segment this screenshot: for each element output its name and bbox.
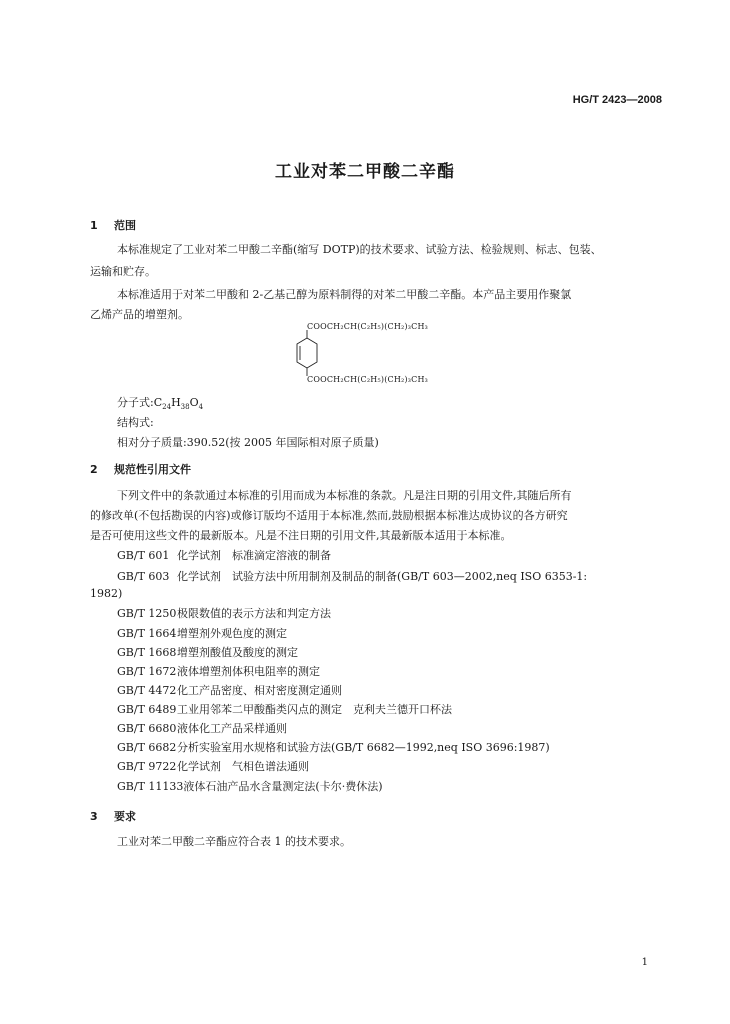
reference-item [117,682,342,698]
structure-top-substituent: COOCH₂CH(C₂H₅)(CH₂)₃CH₃ [307,322,429,331]
reference-item-continuation [90,587,122,600]
reference-code: GB/T 6680 [117,722,177,735]
formula-hydrogen-count: 38 [180,403,190,412]
reference-code: GB/T 9722 [117,760,177,773]
scope-paragraph-1-line-1: 本标准规定了工业对苯二甲酸二辛酯(缩写 DOTP)的技术要求、试验方法、检验规则、标志、包装、 [117,243,602,256]
formula-carbon: C [153,396,163,409]
reference-item [117,568,587,584]
references-intro-line-1: 下列文件中的条款通过本标准的引用而成为本标准的条款。凡是注日期的引用文件,其随后所有 [117,489,572,502]
reference-title: 增塑剂外观色度的测定 [177,627,287,640]
reference-code: GB/T 11133 [117,780,184,793]
reference-code: GB/T 6489 [117,703,177,716]
formula-carbon-count: 24 [162,403,172,412]
reference-item [117,644,298,660]
formula-oxygen-count: 4 [198,403,204,412]
reference-title: 化学试剂 标准滴定溶液的制备 [177,549,331,562]
reference-title: 液体增塑剂体积电阻率的测定 [177,665,320,678]
reference-code: GB/T 601 [117,549,170,562]
reference-item [117,625,287,641]
molecular-formula-label: 分子式: [117,396,154,409]
reference-title: 分析实验室用水规格和试验方法(GB/T 6682—1992,neq ISO 3696:1987) [177,741,550,754]
reference-item [117,605,331,621]
reference-item [117,663,320,679]
reference-code: GB/T 1664 [117,627,177,640]
section-2-heading [90,461,191,477]
reference-code: GB/T 1250 [117,607,177,620]
reference-item [117,701,452,717]
standard-number: HG/T 2423—2008 [572,94,662,106]
reference-title: 液体化工产品采样通则 [177,722,287,735]
reference-title: 液体石油产品水含量测定法(卡尔·费休法) [183,780,383,793]
reference-item [117,720,287,736]
section-3-number: 3 [90,810,98,823]
benzene-ring-diagram [294,330,320,380]
references-intro-line-2: 的修改单(不包括勘误的内容)或修订版均不适用于本标准,然而,鼓励根据本标准达成协议的各方研究 [90,509,568,522]
structure-bottom-substituent: COOCH₂CH(C₂H₅)(CH₂)₃CH₃ [307,375,429,384]
reference-title: 增塑剂酸值及酸度的测定 [177,646,298,659]
page-number: 1 [641,957,648,968]
section-2-number: 2 [90,463,98,476]
reference-title: 化学试剂 气相色谱法通则 [177,760,309,773]
reference-code: GB/T 4472 [117,684,177,697]
document-title: 工业对苯二甲酸二辛酯 [275,162,455,182]
section-1-title: 范围 [114,219,136,232]
reference-code: GB/T 603 [117,570,170,583]
section-3-heading [90,808,136,824]
section-1-number: 1 [90,219,98,232]
formula-hydrogen: H [171,396,181,409]
section-1-heading [90,217,136,233]
references-intro-line-3: 是否可使用这些文件的最新版本。凡是不注日期的引用文件,其最新版本适用于本标准。 [90,529,512,542]
reference-item [117,547,331,563]
formula-oxygen: O [189,396,199,409]
requirements-text: 工业对苯二甲酸二辛酯应符合表 1 的技术要求。 [117,835,351,848]
reference-title: 极限数值的表示方法和判定方法 [177,607,331,620]
structure-label: 结构式: [117,416,154,429]
reference-code: GB/T 1672 [117,665,177,678]
reference-item [117,758,309,774]
reference-title: 化学试剂 试验方法中所用制剂及制品的制备(GB/T 603—2002,neq ISO 6353-1: [177,570,588,583]
molecular-mass: 相对分子质量:390.52(按 2005 年国际相对原子质量) [117,436,379,449]
reference-code: GB/T 1668 [117,646,177,659]
reference-code: GB/T 6682 [117,741,177,754]
section-3-title: 要求 [114,810,136,823]
reference-item [117,778,383,794]
scope-paragraph-1-line-2: 运输和贮存。 [90,265,156,278]
section-2-title: 规范性引用文件 [114,463,191,476]
scope-paragraph-2-line-2: 乙烯产品的增塑剂。 [90,308,189,321]
reference-title: 1982) [90,587,123,600]
reference-item [117,739,550,755]
scope-paragraph-2-line-1: 本标准适用于对苯二甲酸和 2-乙基己醇为原料制得的对苯二甲酸二辛酯。本产品主要用作聚氯 [117,288,572,301]
reference-title: 工业用邻苯二甲酸酯类闪点的测定 克利夫兰德开口杯法 [177,703,452,716]
reference-title: 化工产品密度、相对密度测定通则 [177,684,342,697]
